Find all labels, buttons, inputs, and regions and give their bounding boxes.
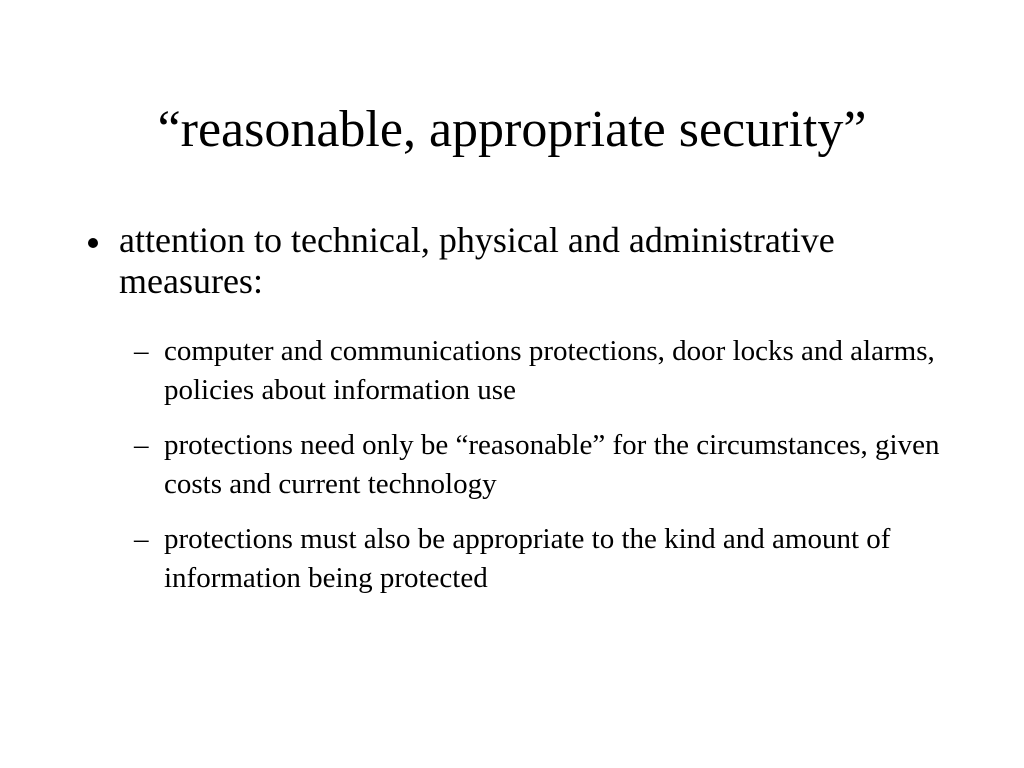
sub-bullet-item <box>134 426 954 504</box>
sub-bullet-item <box>134 332 954 410</box>
bullet-dot-icon <box>88 238 98 248</box>
sub-bullet-item <box>134 520 954 598</box>
sub-bullet-row <box>134 520 954 598</box>
dash-icon: – <box>134 335 149 367</box>
dash-icon: – <box>134 523 149 555</box>
sub-bullet-row <box>134 332 954 410</box>
sub-bullet-text: protections must also be appropriate to the kind and amount of information being protected <box>164 523 891 594</box>
slide-title: “reasonable, appropriate security” <box>157 101 867 158</box>
dash-icon: – <box>134 429 149 461</box>
sub-bullet-row <box>134 426 954 504</box>
sub-bullet-text: protections need only be “reasonable” for the circumstances, given costs and current technology <box>164 429 940 500</box>
sub-bullet-text: computer and communications protections, door locks and alarms, policies about information use <box>164 335 935 406</box>
bullet-item <box>83 220 963 302</box>
bullet-list <box>83 220 963 302</box>
bullet-text: attention to technical, physical and administrative measures: <box>119 220 835 301</box>
